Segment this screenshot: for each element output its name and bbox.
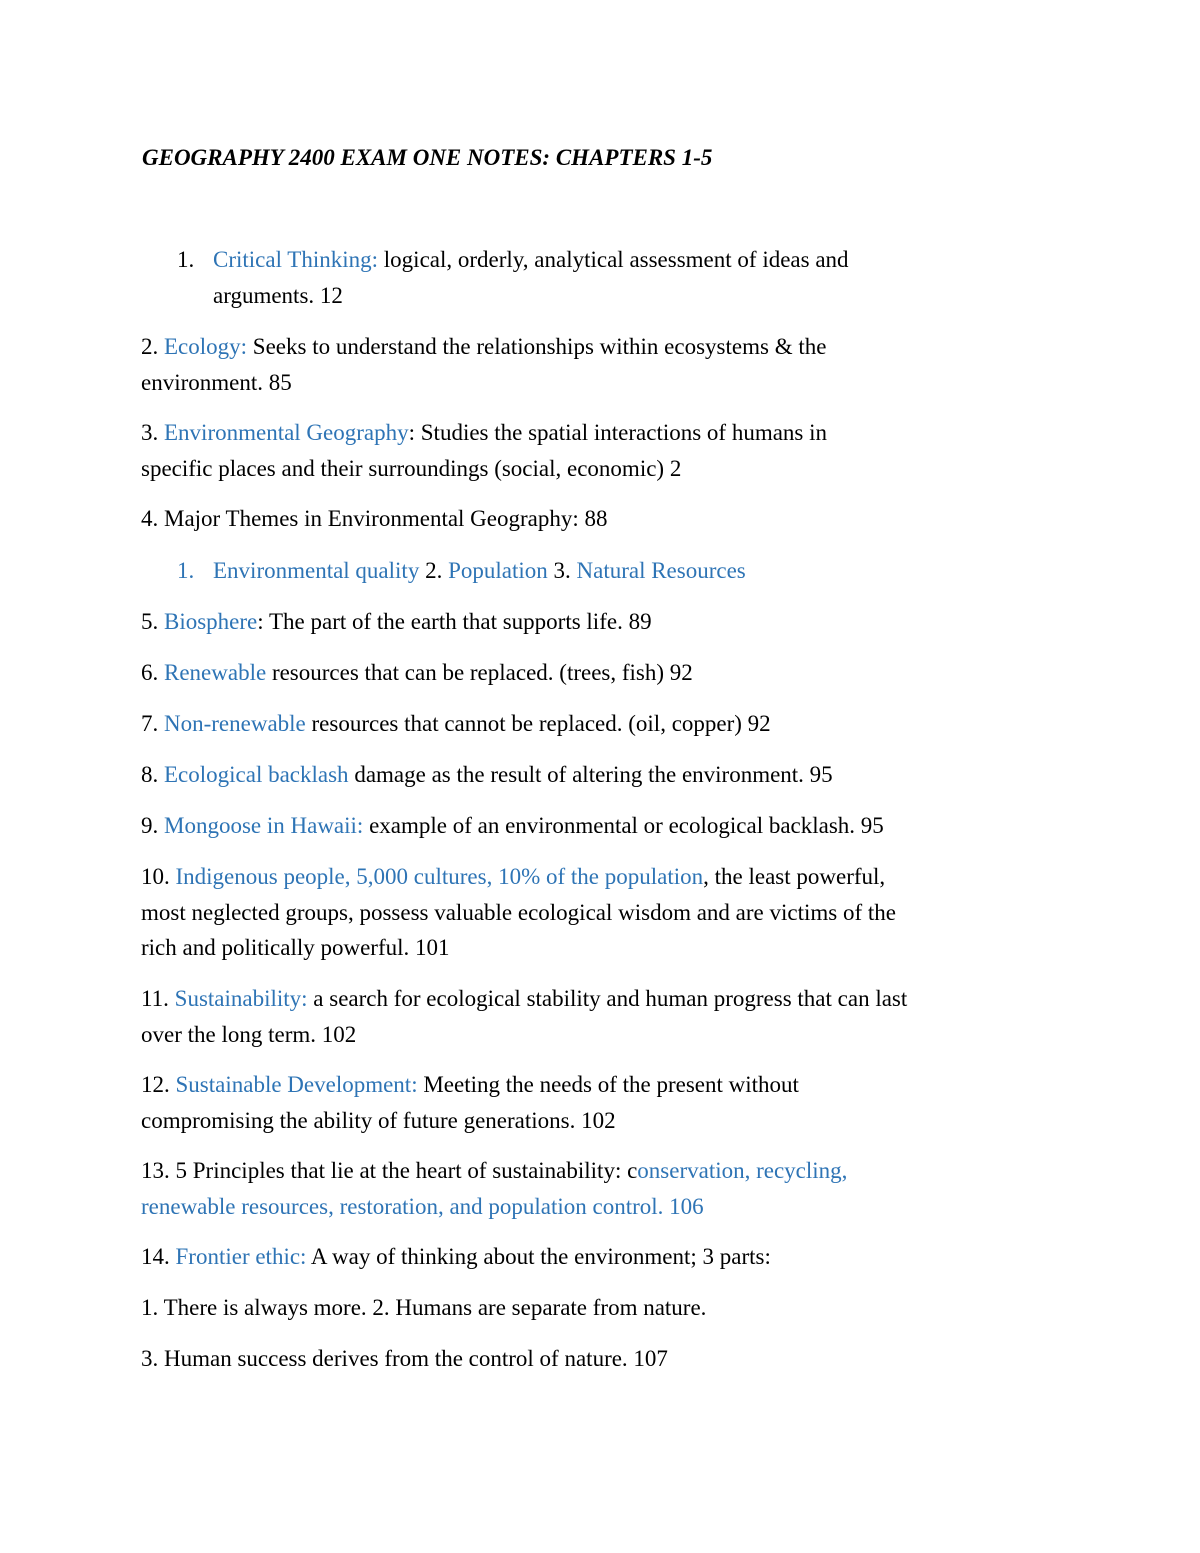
definition-continued: rich and politically powerful. 101 [141, 935, 450, 960]
item-number: 14. [141, 1244, 176, 1269]
list-item [141, 808, 1081, 844]
definition: : The part of the earth that supports life. 89 [257, 609, 652, 634]
definition: 5 Principles that lie at the heart of sustainability: c [175, 1158, 638, 1183]
item-number: 5. [141, 609, 164, 634]
list-item [141, 1153, 1081, 1224]
definition: Major Themes in Environmental Geography: 88 [164, 506, 608, 531]
item-number: 13. [141, 1158, 176, 1183]
list-item [141, 1290, 1081, 1326]
item-number: 1. [177, 247, 195, 272]
item-number: 7. [141, 711, 164, 736]
definition: Seeks to understand the relationships within ecosystems & the [247, 334, 827, 359]
frontier-ethic-parts-1-2: 1. There is always more. 2. Humans are separate from nature. [141, 1295, 707, 1320]
sub-list-item [177, 553, 1117, 589]
definition: resources that cannot be replaced. (oil, copper) 92 [305, 711, 771, 736]
term: Ecology: [164, 334, 248, 359]
theme-population: Population [448, 558, 548, 583]
term: Environmental Geography [164, 420, 409, 445]
list-item [141, 655, 1081, 691]
term: Biosphere [164, 609, 258, 634]
item-number: 9. [141, 813, 164, 838]
sub-number: 1. [177, 558, 195, 583]
definition: resources that can be replaced. (trees, fish) 92 [266, 660, 693, 685]
list-item [141, 757, 1081, 793]
term: onservation, recycling, [637, 1158, 848, 1183]
list-item [141, 329, 1081, 400]
list-item [141, 604, 1081, 640]
definition: , the least powerful, [703, 864, 886, 889]
item-number: 8. [141, 762, 164, 787]
definition-continued: environment. 85 [141, 369, 292, 395]
definition-continued: compromising the ability of future generations. 102 [141, 1107, 616, 1133]
definition: damage as the result of altering the environment. 95 [348, 762, 833, 787]
term: Non-renewable [164, 711, 306, 736]
definition: Meeting the needs of the present without [417, 1072, 799, 1097]
list-item [141, 501, 1081, 537]
definition-continued: most neglected groups, possess valuable ecological wisdom and are victims of the [141, 899, 896, 925]
list-item [141, 1239, 1081, 1275]
term: Frontier ethic: [175, 1244, 307, 1269]
list-item [141, 415, 1081, 486]
term: Ecological backlash [164, 762, 349, 787]
page-title: GEOGRAPHY 2400 EXAM ONE NOTES: CHAPTERS 1-5 [142, 145, 713, 170]
definition: A way of thinking about the environment; 3 parts: [306, 1244, 771, 1269]
definition: example of an environmental or ecological backlash. 95 [363, 813, 884, 838]
term: Critical Thinking: [213, 247, 379, 272]
list-item [141, 1341, 1081, 1377]
item-number: 11. [141, 986, 175, 1011]
list-item [141, 1067, 1081, 1138]
frontier-ethic-part-3: 3. Human success derives from the control of nature. 107 [141, 1346, 668, 1371]
term: Sustainability: [174, 986, 308, 1011]
term: Renewable [164, 660, 267, 685]
term-continued: renewable resources, restoration, and population control. 106 [141, 1193, 704, 1219]
theme-environmental-quality: Environmental quality [213, 558, 420, 583]
definition-continued: over the long term. 102 [141, 1021, 357, 1047]
definition: a search for ecological stability and human progress that can last [307, 986, 908, 1011]
definition: : Studies the spatial interactions of humans in [408, 420, 828, 445]
term: Indigenous people, 5,000 cultures, 10% of the population [175, 864, 704, 889]
item-number: 3. [141, 420, 164, 445]
theme-natural-resources: Natural Resources [576, 558, 746, 583]
definition-continued: arguments. 12 [213, 282, 343, 308]
sub-number: 3. [547, 558, 577, 583]
list-item [141, 859, 1081, 966]
definition: logical, orderly, analytical assessment of ideas and [378, 247, 849, 272]
definition-continued: specific places and their surroundings (social, economic) 2 [141, 455, 682, 481]
sub-number: 2. [419, 558, 449, 583]
list-item [141, 981, 1081, 1052]
item-number: 2. [141, 334, 164, 359]
item-number: 6. [141, 660, 164, 685]
list-item [141, 706, 1081, 742]
item-number: 4. [141, 506, 164, 531]
term: Sustainable Development: [175, 1072, 418, 1097]
list-item [177, 242, 1117, 313]
item-number: 10. [141, 864, 176, 889]
item-number: 12. [141, 1072, 176, 1097]
term: Mongoose in Hawaii: [164, 813, 364, 838]
